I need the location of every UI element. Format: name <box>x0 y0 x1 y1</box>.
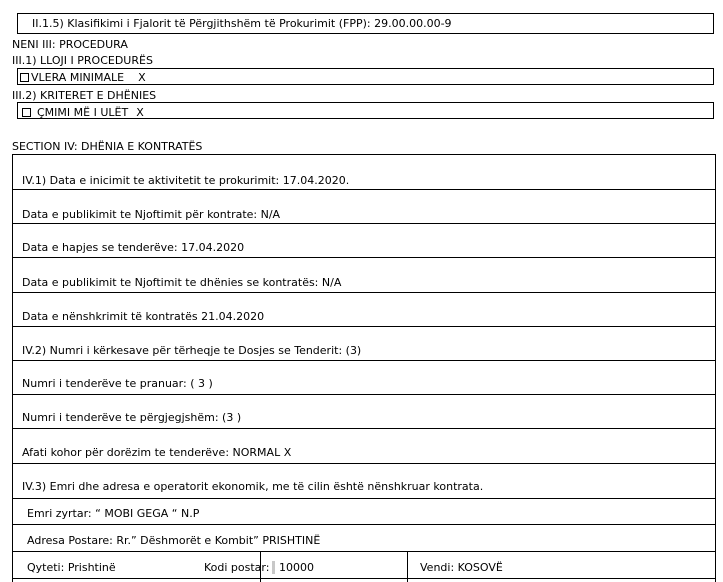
table-row-text: IV.2) Numri i kërkesave për tërheqje te Dosjes se Tenderit: (3) <box>22 344 362 357</box>
postal-address: Adresa Postare: Rr.” Dëshmorët e Kombit” PRISHTINË <box>27 534 321 547</box>
row-divider <box>12 292 716 293</box>
table-right-border <box>715 154 716 582</box>
postal-code-label: Kodi postar: <box>204 561 270 574</box>
table-row-text: Afati kohor për dorëzim te tenderëve: NORMAL X <box>22 446 292 459</box>
row-divider <box>12 394 716 395</box>
postal-code-value: 10000 <box>279 561 314 574</box>
cpv-line: II.1.5) Klasifikimi i Fjalorit të Përgjithshëm të Prokurimit (FPP): 29.00.00.00-9 <box>32 17 452 30</box>
table-row-text: Numri i tenderëve te pranuar: ( 3 ) <box>22 377 213 390</box>
table-row-text: Numri i tenderëve te përgjegjshëm: (3 ) <box>22 411 242 424</box>
checkbox-icon <box>20 73 29 82</box>
row-divider <box>12 326 716 327</box>
section4-title: SECTION IV: DHËNIA E KONTRATËS <box>12 140 203 153</box>
row-divider <box>12 578 716 579</box>
award-criteria-option <box>22 106 144 119</box>
table-row-text: Data e nënshkrimit të kontratës 21.04.2020 <box>22 310 265 323</box>
table-left-border <box>12 154 13 582</box>
procedure-type-heading: III.1) LLOJI I PROCEDURËS <box>12 54 153 67</box>
row-divider <box>12 223 716 224</box>
official-name: Emri zyrtar: “ MOBI GEGA “ N.P <box>27 507 200 520</box>
table-row-text: IV.3) Emri dhe adresa e operatorit ekonomik, me të cilin është nënshkruar kontrata. <box>22 480 484 493</box>
field-shading <box>272 561 275 574</box>
table-row-text: IV.1) Data e inicimit te aktivitetit te prokurimit: 17.04.2020. <box>22 174 350 187</box>
cell-divider <box>407 551 408 582</box>
row-divider <box>12 524 716 525</box>
row-divider <box>12 360 716 361</box>
table-row-text: Data e hapjes se tenderëve: 17.04.2020 <box>22 241 245 254</box>
row-divider <box>12 189 716 190</box>
award-criteria-mark: X <box>136 106 144 119</box>
row-divider <box>12 428 716 429</box>
country: Vendi: KOSOVË <box>420 561 503 574</box>
award-criteria-heading: III.2) KRITERET E DHËNIES <box>12 89 157 102</box>
row-divider <box>12 257 716 258</box>
table-row-text: Data e publikimit te Njoftimit te dhënies se kontratës: N/A <box>22 276 342 289</box>
procedure-type-mark: X <box>138 71 146 84</box>
procedure-type-option <box>20 71 146 84</box>
procedure-type-label: VLERA MINIMALE <box>31 71 125 84</box>
section3-title: NENI III: PROCEDURA <box>12 38 128 51</box>
table-top-border <box>12 154 716 155</box>
checkbox-icon <box>22 108 31 117</box>
row-divider <box>12 498 716 499</box>
city: Qyteti: Prishtinë <box>27 561 116 574</box>
row-divider <box>12 463 716 464</box>
table-row-text: Data e publikimit te Njoftimit për kontrate: N/A <box>22 208 281 221</box>
award-criteria-label: ÇMIMI MË I ULËT <box>37 106 129 119</box>
row-divider <box>12 551 716 552</box>
